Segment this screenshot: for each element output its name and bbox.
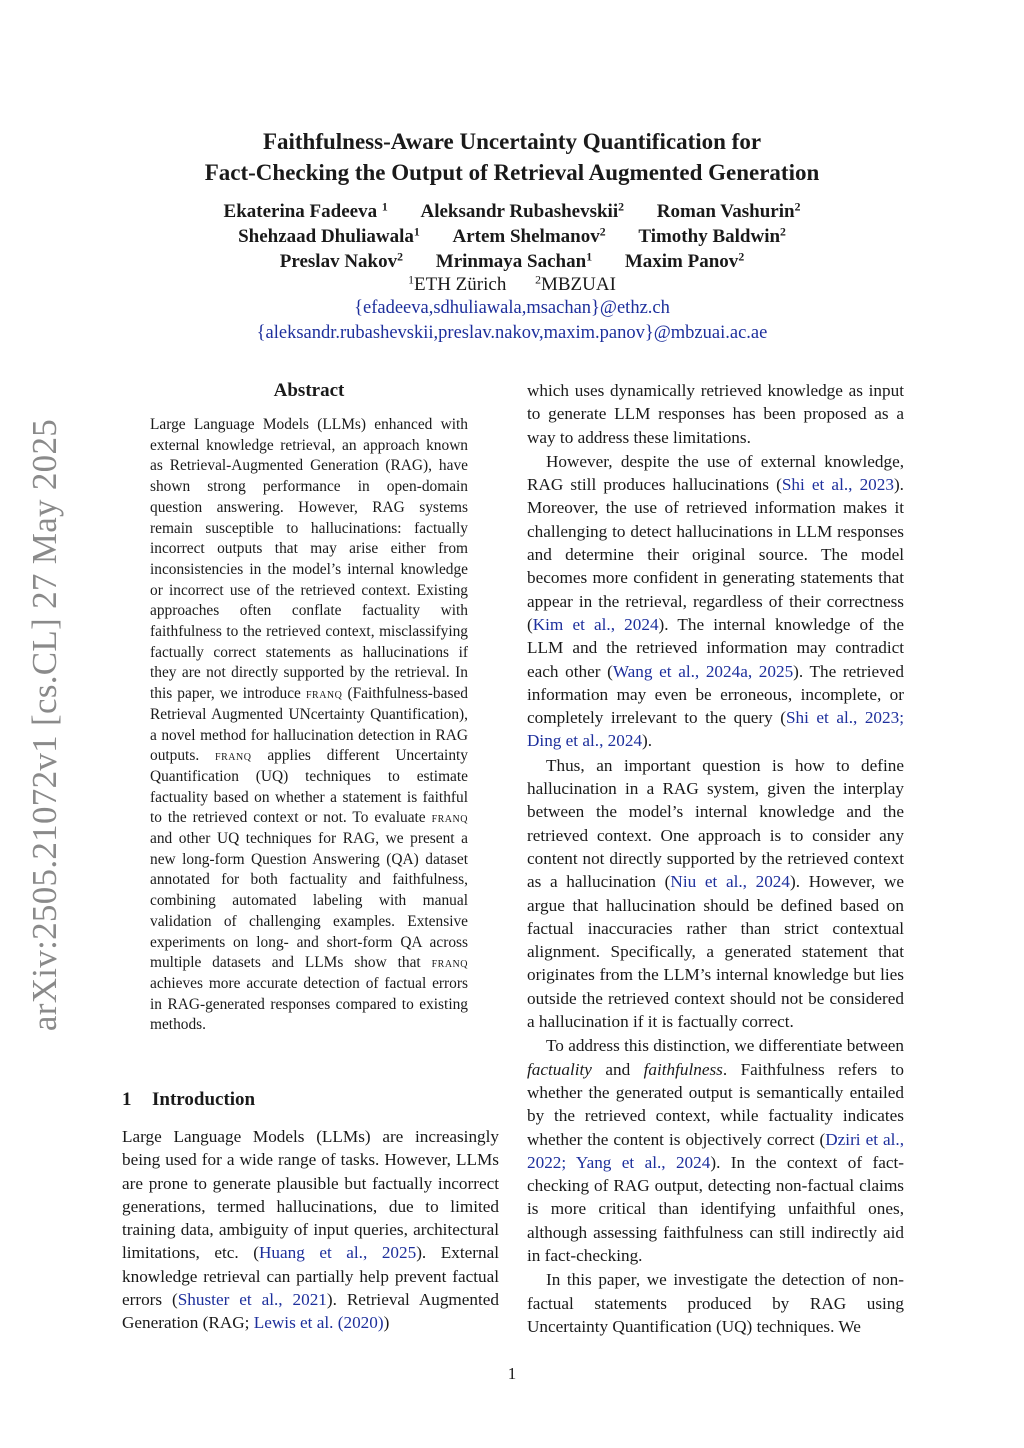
citation-link[interactable]: Wang et al., 2024a, 2025 (612, 661, 794, 681)
author: Maxim Panov$^2$ (624, 250, 745, 272)
citation-link[interactable]: Shuster et al., 2021 (177, 1290, 327, 1310)
paragraph: Thus, an important question is how to define hallucination in a RAG system, given the interplay between the model’s internal knowledge and the retrieved context. One approach is to consider any content not directly supported by the retrieved context as a hallucination (Niu et al., 2024). However, we argue that hallucination should be defined based on factual inaccuracies rather than strict contextual alignment. Specifically, a generated statement that originates from the LLM’s internal knowledge but lies outside the retrieved context should not be considered a hallucination if it is factually correct. (527, 755, 905, 1032)
paragraph: which uses dynamically retrieved knowledge as input to generate LLM responses has been proposed as a way to address these limitations. (527, 381, 904, 447)
email-line[interactable]: {efadeeva,sdhuliawala,msachan}@ethz.ch (354, 298, 670, 318)
abstract-body: Large Language Models (LLMs) enhanced with external knowledge retrieval, an approach known as Retrieval-Augmented Generation (RAG), have shown strong performance in open-domain question answering. However, RAG systems remain susceptible to hallucinations: factually incorrect outputs that may arise either from inconsistencies in the model’s internal knowledge or incorrect use of the retrieved context. Existing approaches often conflate factuality with faithfulness to the retrieved context, misclassifying factually correct statements as hallucinations if they are not directly supported by the retrieval. In this paper, we introduce franq (Faithfulness-based Retrieval Augmented UNcertainty Quantification), a novel method for hallucination detection in RAG outputs. franq applies different Uncertainty Quantification (UQ) techniques to estimate factuality based on whether a statement is faithful to the retrieved context or not. To evaluate franq and other UQ techniques for RAG, we present a new long-form Question Answering (QA) dataset annotated for both factuality and faithfulness, combining automated labeling with manual validation of challenging examples. Extensive experiments on long- and short-form QA across multiple datasets and LLMs show that franq achieves more accurate detection of factual errors in RAG-generated responses compared to existing methods. (150, 416, 468, 1034)
right-column (527, 379, 904, 1338)
method-name: franq (215, 748, 252, 765)
author-row (0, 224, 1024, 249)
title-line-2: Fact-Checking the Output of Retrieval Augmented Generation (204, 160, 820, 185)
author: Shehzaad Dhuliawala$^1$ (238, 225, 420, 247)
email-list (0, 296, 1024, 346)
paragraph: In this paper, we investigate the detection of non-factual statements produced by RAG using Uncertainty Quantification (UQ) techniques. We (527, 1270, 904, 1336)
author: Mrinmaya Sachan$^1$ (435, 250, 593, 272)
affiliation: $^1$ETH Zürich (408, 273, 507, 295)
author-list (0, 199, 1024, 274)
citation-link[interactable]: Huang et al., 2025 (258, 1243, 417, 1263)
email-line[interactable]: {aleksandr.rubashevskii,preslav.nakov,maxim.panov}@mbzuai.ac.ae (256, 323, 768, 343)
arxiv-stamp: arXiv:2505.21072v1 [cs.CL] 27 May 2025 (25, 418, 64, 1032)
author: Roman Vashurin$^2$ (656, 200, 801, 222)
paragraph: However, despite the use of external knowledge, RAG still produces hallucinations (Shi et al., 2023). Moreover, the use of retrieved information makes it challenging to detect hallucinations in LLM responses and determine their original source. The model becomes more confident in generating statements that appear in the retrieval, regardless of their correctness (Kim et al., 2024). The internal knowledge of the LLM and the retrieved information may contradict each other (Wang et al., 2024a, 2025). The retrieved information may even be erroneous, incomplete, or completely irrelevant to the query (Shi et al., 2023; Ding et al., 2024). (527, 451, 904, 751)
paper-title (0, 126, 1024, 188)
title-line-1: Faithfulness-Aware Uncertainty Quantification for (262, 129, 762, 154)
citation-link[interactable]: Shi et al., 2023; Ding et al., 2024 (527, 708, 904, 751)
author: Ekaterina Fadeeva $^1$ (223, 200, 388, 222)
method-name: franq (305, 686, 343, 703)
method-name: franq (431, 955, 468, 972)
section-heading: 1 Introduction (122, 1089, 256, 1110)
citation-link[interactable]: Shi et al., 2023 (781, 475, 894, 495)
method-name: franq (431, 810, 468, 827)
abstract-heading: Abstract (273, 380, 345, 401)
citation-link[interactable]: Lewis et al. (2020) (253, 1313, 384, 1333)
citation-link[interactable]: Dziri et al., 2022; Yang et al., 2024 (527, 1129, 905, 1172)
citation-link[interactable]: Kim et al., 2024 (532, 614, 659, 634)
paragraph: To address this distinction, we differentiate between factuality and faithfulness. Faithfulness refers to whether the generated output is semantically entailed by the retrieved context, while factuality indicates whether the content is objectively correct (Dziri et al., 2022; Yang et al., 2024). In the context of fact-checking of RAG output, detecting non-factual claims is more critical than identifying unfaithful ones, although assessing faithfulness can still indirectly aid in fact-checking. (527, 1036, 905, 1265)
author: Timothy Baldwin$^2$ (638, 225, 786, 247)
author: Aleksandr Rubashevskii$^2$ (420, 200, 625, 222)
intro-paragraph: Large Language Models (LLMs) are increasingly being used for a wide range of tasks. However, LLMs are prone to generate plausible but factually incorrect generations, termed hallucinations, due to limited training data, ambiguity of input queries, architectural limitations, etc. (Huang et al., 2025). External knowledge retrieval can partially help prevent factual errors (Shuster et al., 2021). Retrieval Augmented Generation (RAG; Lewis et al. (2020)) (122, 1127, 500, 1333)
author: Preslav Nakov$^2$ (279, 250, 404, 272)
citation-link[interactable]: Niu et al., 2024 (670, 872, 790, 892)
affiliations (0, 272, 1024, 297)
author: Artem Shelmanov$^2$ (452, 225, 606, 247)
page-number: 1 (507, 1364, 517, 1383)
author-row (0, 249, 1024, 274)
affiliation: $^2$MBZUAI (535, 273, 616, 295)
author-row (0, 199, 1024, 224)
